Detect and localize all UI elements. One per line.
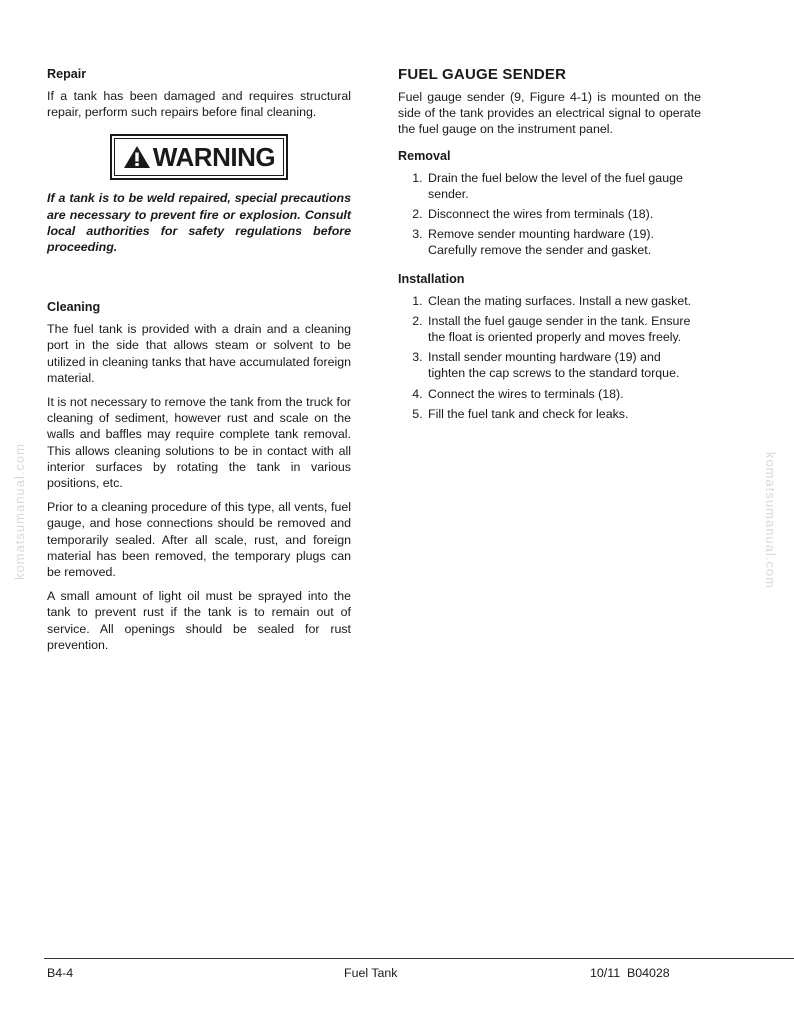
cleaning-paragraph-4: A small amount of light oil must be sprayed into the tank to prevent rust if the tank is to remain out of service. All openings should be sealed for rust prevention.: [47, 589, 351, 652]
watermark-left: komatsumanual.com: [12, 443, 27, 580]
cleaning-heading: Cleaning: [47, 300, 101, 315]
list-item: 1. Clean the mating surfaces. Install a new gasket.: [426, 293, 701, 309]
warning-text: If a tank is to be weld repaired, special precautions are necessary to prevent fire or explosion. Consult local authorities for safety regulations before proceeding.: [47, 191, 351, 255]
footer-divider: [44, 958, 794, 959]
warning-label-text: WARNING: [152, 142, 276, 173]
warning-label: [110, 134, 288, 180]
list-item: 2. Install the fuel gauge sender in the tank. Ensure the float is oriented properly and moves freely.: [426, 313, 701, 345]
removal-steps: [398, 170, 701, 259]
list-item: 5. Fill the fuel tank and check for leaks.: [426, 406, 701, 422]
installation-heading: Installation: [398, 271, 465, 286]
left-column: [47, 66, 351, 661]
watermark-right: komatsumanual.com: [763, 452, 778, 589]
cleaning-paragraph-1: The fuel tank is provided with a drain and a cleaning port in the side that allows steam or solvent to be utilized in cleaning tanks that have accumulated foreign material.: [47, 322, 351, 385]
repair-heading: Repair: [47, 67, 87, 81]
cleaning-paragraph-3: Prior to a cleaning procedure of this type, all vents, fuel gauge, and hose connections should be removed and temporarily sealed. After all scale, rust, and foreign material has been removed, the temporary plugs can be removed.: [47, 500, 351, 580]
footer-section-name: Fuel Tank: [344, 966, 398, 980]
list-item: 1. Drain the fuel below the level of the fuel gauge sender.: [426, 170, 701, 202]
footer-page-number: B4-4: [47, 966, 74, 980]
list-item: 2. Disconnect the wires from terminals (18).: [426, 206, 701, 222]
list-item: 4. Connect the wires to terminals (18).: [426, 386, 701, 402]
footer-doc-code: 10/11 B04028: [590, 966, 670, 980]
warning-triangle-icon: [123, 145, 151, 169]
section-title: FUEL GAUGE SENDER: [398, 66, 567, 83]
list-item: 3. Install sender mounting hardware (19) and tighten the cap screws to the standard torque.: [426, 349, 701, 381]
cleaning-paragraph-2: It is not necessary to remove the tank from the truck for cleaning of sediment, however rust and scale on the walls and baffles may require complete tank removal. This allows cleaning solutions to be in contact with all interior surfaces by rotating the tank in various positions, etc.: [47, 395, 351, 491]
list-item: 3. Remove sender mounting hardware (19). Carefully remove the sender and gasket.: [426, 226, 701, 258]
right-column: [398, 66, 701, 434]
installation-steps: [398, 293, 701, 422]
intro-paragraph: Fuel gauge sender (9, Figure 4-1) is mounted on the side of the tank provides an electrical signal to operate the fuel gauge on the instrument panel.: [398, 90, 701, 137]
repair-paragraph: If a tank has been damaged and requires structural repair, perform such repairs before final cleaning.: [47, 89, 351, 120]
removal-heading: Removal: [398, 148, 451, 163]
